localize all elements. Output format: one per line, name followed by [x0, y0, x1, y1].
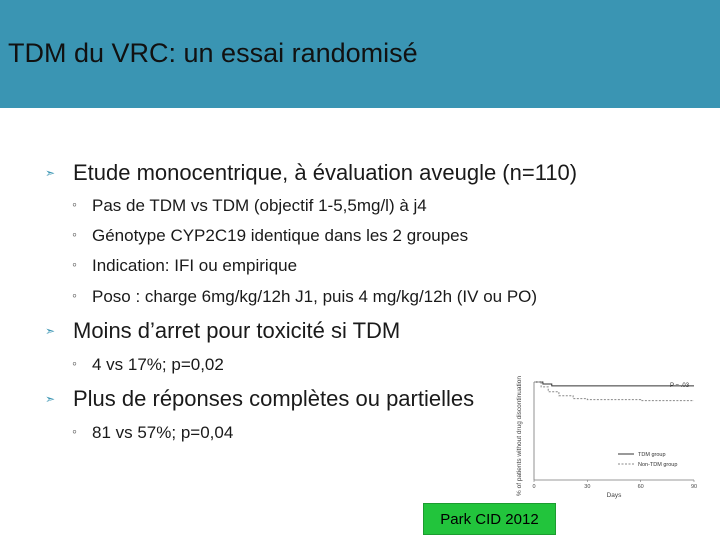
- legend-label-tdm: TDM group: [638, 452, 666, 458]
- p-value-label: P = .03: [670, 383, 690, 389]
- sub-item-text: Poso : charge 6mg/kg/12h J1, puis 4 mg/kg/12h (IV ou PO): [92, 287, 538, 306]
- legend-label-non-tdm: Non-TDM group: [638, 462, 678, 468]
- bullet-text: Etude monocentrique, à évaluation aveugle (n=110): [73, 160, 578, 185]
- arrow-bullet-icon: ➣: [45, 324, 56, 338]
- arrow-bullet-icon: ➣: [45, 166, 56, 180]
- kaplan-meier-chart: [508, 376, 700, 500]
- arrow-bullet-icon: ➣: [45, 392, 56, 406]
- bullet-study-design: [45, 160, 578, 186]
- sub-item: [72, 355, 224, 375]
- sub-item: [72, 226, 469, 246]
- sub-item-text: 81 vs 57%; p=0,04: [92, 423, 234, 442]
- sub-item-text: 4 vs 17%; p=0,02: [92, 355, 224, 374]
- sub-item: [72, 423, 234, 443]
- bullet-text: Plus de réponses complètes ou partielles: [73, 386, 475, 411]
- sub-item-text: Indication: IFI ou empirique: [92, 256, 298, 275]
- sub-item: [72, 196, 427, 216]
- sub-item-text: Génotype CYP2C19 identique dans les 2 groupes: [92, 226, 469, 245]
- bullet-toxicity: [45, 318, 401, 344]
- citation-box: Park CID 2012: [423, 503, 556, 535]
- bullet-response: [45, 386, 475, 412]
- x-tick-label: 90: [690, 484, 698, 490]
- slide-title: TDM du VRC: un essai randomisé: [8, 38, 418, 68]
- circle-bullet-icon: ◦: [72, 287, 77, 303]
- bullet-text: Moins d’arret pour toxicité si TDM: [73, 318, 401, 343]
- circle-bullet-icon: ◦: [72, 196, 77, 212]
- circle-bullet-icon: ◦: [72, 226, 77, 242]
- circle-bullet-icon: ◦: [72, 423, 77, 439]
- chart-background: [508, 376, 700, 500]
- sub-item: [72, 256, 298, 276]
- x-tick-label: 60: [637, 484, 644, 490]
- circle-bullet-icon: ◦: [72, 355, 77, 371]
- sub-item: [72, 287, 538, 307]
- circle-bullet-icon: ◦: [72, 256, 77, 272]
- y-axis-label: % of patients without drug discontinuation: [516, 376, 523, 496]
- x-tick-label: 0: [532, 484, 536, 490]
- x-axis-label: Days: [606, 492, 622, 499]
- sub-item-text: Pas de TDM vs TDM (objectif 1-5,5mg/l) à j4: [92, 196, 427, 215]
- x-tick-label: 30: [584, 484, 591, 490]
